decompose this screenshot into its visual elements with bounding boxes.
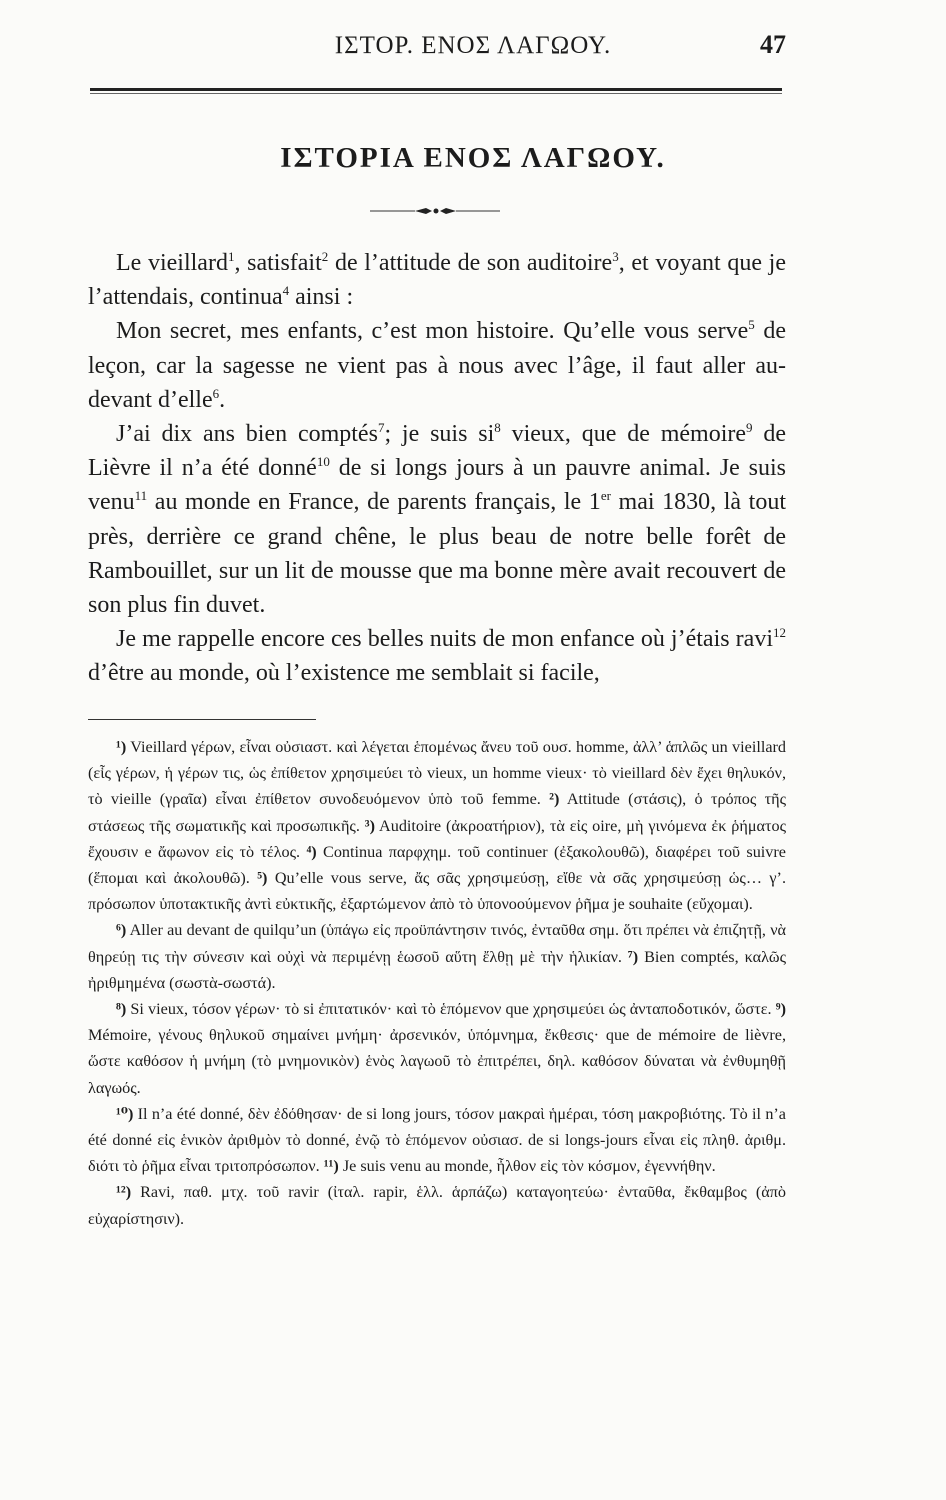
text-run: Attitude (στάσις), ὁ τρόπος τῆς στάσεως τῆς σωματικῆς καὶ προσωπικῆς. [88,790,786,835]
text-run: Il n’a été donné, δὲν ἐδόθησαν· de si long jours, τόσον μακραὶ ἡμέραι, τόση μακροβιότης. Τὸ il n’a été donné εἰς ἑνικὸν ἀριθμὸν τὸ donné, ἐνῷ τὸ ἑπόμενον οὐσιασ. de si longs-jours εἶναι εἰς πληθ. ἀριθμ. διότι τὸ ῥῆμα εἶναι τριτοπρόσωπον. [88,1104,786,1176]
text-run: Auditoire (ἀκροατήριον), τὰ εἰς oire, μὴ γινόμενα ἐκ ῥήματος ἔχουσιν e ἄφωνον εἰς τὸ τέλος. [88,816,786,861]
text-run: , et voyant que je l’attendais, continua [88,250,786,311]
main-text [88,246,786,691]
footnote-reference: 2 [321,249,329,264]
footnote-marker: ³) [364,816,376,835]
footnote-reference: 4 [282,283,290,299]
running-head-title: ΙΣΤΟΡ. ΕΝΟΣ ΛΑΓΩΟΥ. [334,32,612,59]
footnote-reference: 9 [746,420,753,436]
text-run: Bien comptés, καλῶς ἠριθμημένα (σωστὰ-σωστά). [88,947,786,992]
footnote-1 [88,734,786,917]
ornament-divider-icon [370,207,500,215]
text-run: mai 1830, là tout près, derrière ce grand chêne, le plus beau de notre belle forêt de Rambouillet, sur un lit de mousse que ma bonne mère avait recouvert de son plus fin duvet. [88,489,786,619]
text-run: Qu’elle vous serve, ἄς σᾶς χρησιμεύσῃ, εἴθε νὰ σᾶς χρησιμεύσῃ ὡς… γ’. πρόσωπον ὑποτακτικῆς ἀντὶ εὐκτικῆς, ἐξαρτώμενον ἀπὸ τὸ ὑπονοούμενον ῥῆμα je souhaite (εὔχομαι). [88,869,786,914]
footnotes [88,734,786,1232]
text-run: de si longs jours à un pauvre animal. Je suis venu [88,455,787,516]
footnote-marker: ¹⁰) [116,1104,134,1123]
text-run: Le vieillard [116,250,228,276]
footnote-reference: 5 [748,317,755,333]
text-run: Je suis venu au monde, ἦλθον εἰς τὸν κόσμον, ἐγεννήθην. [338,1157,716,1176]
footnote-marker: ²) [549,790,560,809]
footnote-marker: ¹) [116,738,127,756]
footnote-marker: ⁶) [116,921,127,940]
footnote-2 [88,917,786,996]
footnote-4 [88,1101,786,1180]
text-run: J’ai dix ans bien comptés [116,421,378,448]
text-run: vieux, que de mémoire [500,421,747,448]
footnote-reference: 11 [134,488,148,504]
text-run: Mémoire, γένους θηλυκοῦ σημαίνει μνήμη· ἀρσενικόν, ὑπόμνημα, ἔκθεσις· que de mémoire de lièvre, ὥστε καθόσον ἡ μνήμη (τὸ μνημονικὸν) ἑνὸς λαγωοῦ τὸ ἐπιτρέπει, δηλ. καθόσον δύναται νὰ ἐνθυμηθῇ λαγωός. [88,1026,786,1097]
page-number: 47 [760,30,786,59]
text-run: Continua παρφχημ. τοῦ continuer (ἐξακολουθῶ), διαφέρει τοῦ suivre (ἕπομαι καὶ ἀκολουθῶ). [88,842,786,888]
footnote-marker: ⁴) [306,842,317,861]
footnote-reference: 1 [227,249,235,264]
footnote-reference: 10 [316,454,330,470]
text-run: Ravi, παθ. μτχ. τοῦ ravir (ἰταλ. rapir, ἑλλ. ἁρπάζω) καταγοητεύω· ἐνταῦθα, ἔκθαμβος (ἀπὸ εὐχαρίστησιν). [88,1183,786,1228]
footnote-marker: ⁹) [775,1000,786,1019]
footnote-marker: ⁷) [627,947,639,966]
text-run: au monde en France, de parents français, le 1 [147,489,601,516]
text-run: Mon secret, mes enfants, c’est mon histoire. Qu’elle vous serve [116,318,749,345]
paragraph-4 [88,622,786,690]
footnote-marker: ⁵) [257,869,268,888]
footnote-marker: ¹¹) [323,1157,339,1176]
text-run: Vieillard γέρων, εἶναι οὐσιαστ. καὶ λέγεται ἑπομένως ἄνευ τοῦ ουσ. homme, ἀλλ’ ἁπλῶς un vieillard (εἷς γέρων, ἡ γέρων τις, ὡς ἐπίθετον χρησιμεύει τὸ vieux, un homme vieux· τὸ vieillard δὲν ἔχει θηλυκόν, τὸ vieille (γραῖα) εἶναι ἐπίθετον συνοδευόμενον ὑπὸ τοῦ femme. [88,738,786,809]
footnote-reference: 7 [377,420,385,436]
running-head [0,24,946,64]
text-run: . [219,386,226,413]
paragraph-3 [88,417,786,622]
text-run: de leçon, car la sagesse ne vient pas à nous avec l’âge, il faut aller au-devant d’elle [88,318,787,413]
text-run: ainsi : [289,284,354,311]
footnote-5 [88,1179,786,1231]
text-run: de l’attitude de son auditoire [328,250,613,276]
footnote-marker: ¹²) [116,1183,132,1202]
paragraph-1 [88,246,786,314]
text-run: de Lièvre il n’a été donné [88,421,786,482]
text-run: Aller au devant de quilqu’un (ὑπάγω εἰς προϋπάντησιν τινός, ἐνταῦθα σημ. ὅτι πρέπει νὰ ἐπιζητῇ, νὰ θηρεύῃ τις τὴν σύνεσιν καὶ οὐχὶ νὰ περιμένῃ ἑωσοῦ αὕτη ἔλθῃ μὲ τὴν ἡλικίαν. [88,921,786,966]
text-run: Je me rappelle encore ces belles nuits de mon enfance où j’étais ravi [116,626,773,653]
footnote-rule [88,719,316,720]
footnote-reference: 3 [612,249,619,264]
text-run: , satisfait [234,250,322,276]
text-run: Si vieux, τόσον γέρων· τὸ si ἐπιτατικόν· καὶ τὸ ἑπόμενον que χρησιμεύει ὡς ἀνταποδοτικόν, ὥστε. [126,1000,776,1019]
paragraph-2 [88,314,786,417]
footnote-reference: 8 [494,420,501,436]
text-run: d’être au monde, où l’existence me semblait si facile, [88,660,600,687]
text-run: ; je suis si [384,421,495,448]
footnote-reference: 12 [773,625,786,641]
footnote-3 [88,996,786,1101]
footnote-marker: ⁸) [116,1000,127,1019]
footnote-reference: 6 [212,385,220,401]
chapter-title: ΙΣΤΟΡΙΑ ΕΝΟΣ ΛΑΓΩΟΥ. [280,142,666,174]
footnote-reference: er [600,488,611,504]
header-rule [90,88,782,94]
